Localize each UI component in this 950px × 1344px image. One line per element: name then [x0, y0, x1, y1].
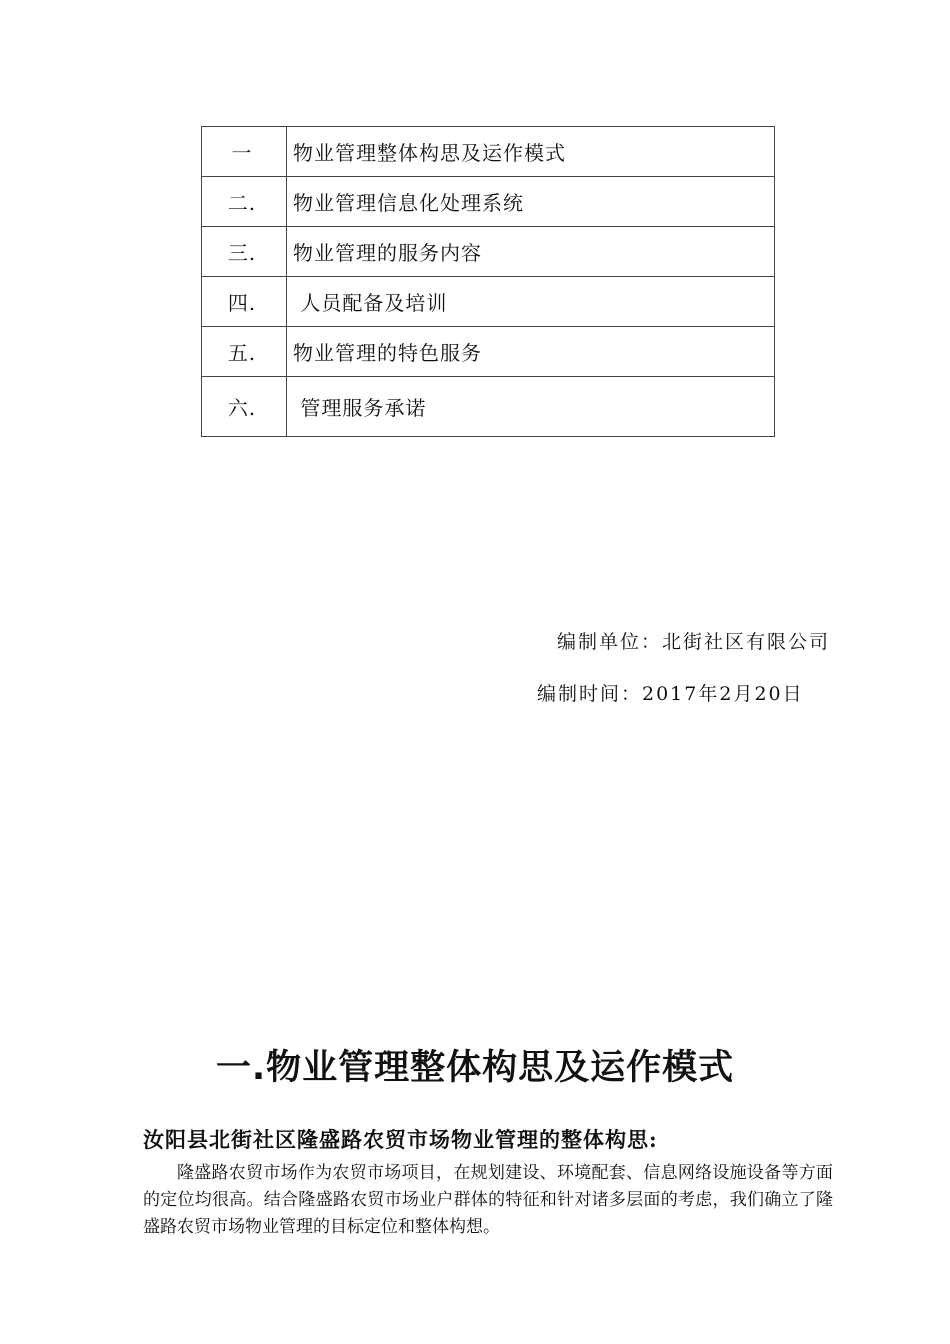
toc-title: 人员配备及培训 [287, 277, 775, 327]
toc-title: 管理服务承诺 [287, 377, 775, 437]
toc-title: 物业管理的服务内容 [287, 227, 775, 277]
toc-number: 一 [202, 127, 287, 177]
toc-row [202, 127, 775, 177]
toc-row [202, 177, 775, 227]
toc-number: 五. [202, 327, 287, 377]
subsection-title: 汝阳县北街社区隆盛路农贸市场物业管理的整体构思: [143, 1127, 658, 1152]
section-title: 一.物业管理整体构思及运作模式 [215, 1048, 735, 1088]
toc-title: 物业管理整体构思及运作模式 [287, 127, 775, 177]
toc-row [202, 327, 775, 377]
toc-number: 六. [202, 377, 287, 437]
body-paragraph: 隆盛路农贸市场作为农贸市场项目，在规划建设、环境配套、信息网络设施设备等方面的定位均很高。结合隆盛路农贸市场业户群体的特征和针对诸多层面的考虑，我们确立了隆盛路农贸市场物业管理的目标定位和整体构想。 [143, 1163, 833, 1237]
toc-row [202, 277, 775, 327]
compile-date-line: 编制时间：2017年2月20日 [537, 683, 804, 705]
toc-title: 物业管理的特色服务 [287, 327, 775, 377]
toc-number: 二. [202, 177, 287, 227]
toc-number: 四. [202, 277, 287, 327]
toc-number: 三. [202, 227, 287, 277]
toc-row [202, 227, 775, 277]
compiler-line: 编制单位：北街社区有限公司 [556, 631, 830, 653]
toc-row [202, 377, 775, 437]
table-of-contents [201, 126, 775, 437]
toc-title: 物业管理信息化处理系统 [287, 177, 775, 227]
